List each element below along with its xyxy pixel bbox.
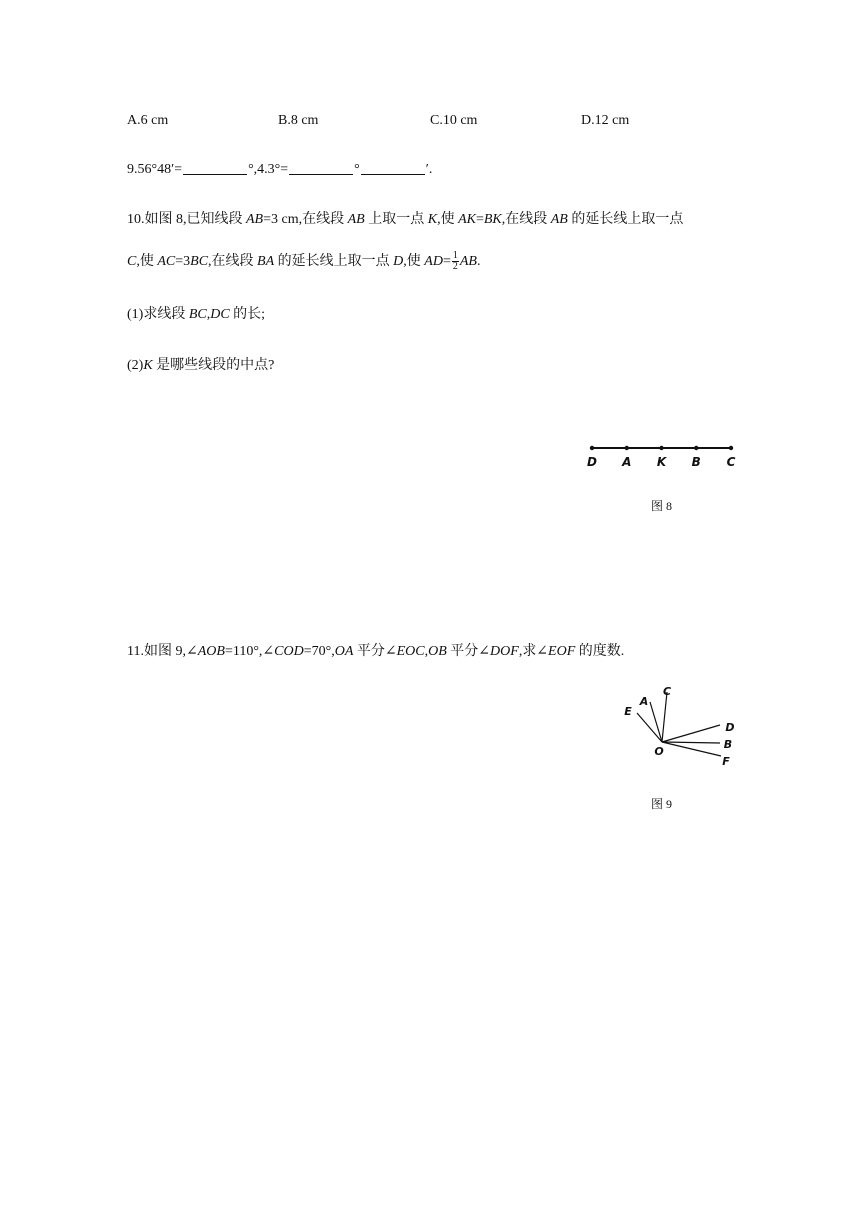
text-run: ,使: [437, 212, 459, 227]
q9-mid: °,4.3°=: [248, 162, 289, 177]
math-variable: C: [127, 254, 137, 269]
question-10-part-1: [127, 303, 265, 323]
math-variable: BC: [190, 254, 209, 269]
ray-od: [662, 725, 720, 742]
label-c: C: [662, 685, 672, 698]
text-run: ,使: [136, 254, 158, 269]
text-run: ,在线段: [208, 254, 258, 269]
label-b: B: [691, 455, 701, 469]
math-variable: AC: [157, 254, 176, 269]
point-b: [694, 446, 698, 450]
point-d: [590, 446, 594, 450]
text-run: 10.如图 8,已知线段: [127, 212, 246, 227]
option-a: A.6 cm: [127, 113, 169, 128]
math-variable: BA: [257, 254, 275, 269]
ray-of: [662, 742, 721, 756]
math-variable: AD: [424, 254, 443, 269]
math-variable: AB: [347, 212, 365, 227]
text-run: =3 cm,在线段: [263, 212, 348, 227]
label-o: O: [654, 745, 664, 758]
question-11: [127, 640, 624, 660]
text-run: =3: [175, 254, 191, 269]
question-10-part-2: [127, 354, 274, 374]
math-variable: BK: [483, 212, 502, 227]
point-c: [729, 446, 733, 450]
label-f: F: [722, 755, 730, 768]
fraction-one-half: [452, 251, 459, 272]
q10-line2-tail: [460, 254, 481, 269]
ray-ob: [662, 742, 720, 743]
text-run: 的度数.: [575, 644, 625, 659]
label-e: E: [624, 705, 632, 718]
point-a: [625, 446, 629, 450]
text-run: ,在线段: [501, 212, 551, 227]
text-run: ,: [206, 307, 211, 322]
option-d: D.12 cm: [581, 113, 630, 128]
label-d: D: [725, 721, 735, 734]
math-variable: DC: [210, 307, 230, 322]
figure-9-angles: [615, 680, 745, 770]
q9-blank-3: [361, 161, 425, 175]
q9-blank-1: [183, 161, 247, 175]
question-10-line-2: [127, 250, 480, 272]
math-variable: AB: [246, 212, 264, 227]
q10-line2-text: [127, 254, 451, 269]
figure-8-segment: [580, 438, 740, 472]
text-run: =110°,∠: [224, 644, 275, 659]
label-k: K: [656, 455, 667, 469]
text-run: (1)求线段: [127, 307, 189, 322]
math-variable: EOF: [548, 644, 576, 659]
text-run: 平分∠: [446, 644, 491, 659]
ray-oa: [650, 702, 662, 742]
text-run: =: [442, 254, 451, 269]
label-b: B: [723, 738, 733, 751]
math-variable: AB: [550, 212, 568, 227]
question-9: [127, 161, 432, 178]
fraction-numerator: 1: [452, 250, 458, 262]
text-run: =70°,: [303, 644, 335, 659]
math-variable: EOC: [396, 644, 425, 659]
math-variable: K: [427, 212, 438, 227]
math-variable: COD: [274, 644, 304, 659]
math-variable: BC: [188, 307, 207, 322]
text-run: ,求∠: [518, 644, 549, 659]
text-run: 的长;: [229, 307, 266, 322]
text-run: .: [476, 254, 481, 269]
label-c: C: [726, 455, 736, 469]
point-k: [659, 446, 663, 450]
figure-8-caption: 图 8: [651, 499, 673, 513]
math-variable: AOB: [197, 644, 225, 659]
q9-minute: ′.: [425, 162, 433, 177]
label-a: A: [622, 455, 632, 469]
text-run: ,使: [403, 254, 425, 269]
option-b: B.8 cm: [278, 113, 319, 128]
text-run: 11.如图 9,∠: [127, 644, 198, 659]
text-run: 的延长线上取一点: [274, 254, 394, 269]
text-run: 平分∠: [353, 644, 397, 659]
math-variable: DOF: [490, 644, 519, 659]
ray-oc: [662, 692, 667, 742]
text-run: =: [475, 212, 484, 227]
math-variable: OB: [428, 644, 447, 659]
math-variable: AK: [458, 212, 476, 227]
option-c: C.10 cm: [430, 113, 478, 128]
label-d: D: [587, 455, 597, 469]
question-10-line-1: [127, 208, 683, 228]
text-run: (2): [127, 358, 144, 373]
math-variable: OA: [334, 644, 354, 659]
figure-9-caption: 图 9: [651, 797, 673, 811]
fraction-denominator: 2: [452, 261, 458, 273]
figure-9-rays: [624, 685, 734, 768]
text-run: 是哪些线段的中点?: [152, 358, 275, 373]
label-a: A: [639, 695, 649, 708]
q9-blank-2: [289, 161, 353, 175]
text-run: 的延长线上取一点: [567, 212, 684, 227]
figure-8-points: [587, 446, 736, 469]
math-variable: D: [393, 254, 404, 269]
text-run: 上取一点: [364, 212, 428, 227]
text-run: ,: [424, 644, 429, 659]
math-variable: K: [143, 358, 153, 373]
q9-degree: °: [354, 162, 360, 177]
math-variable: AB: [459, 254, 477, 269]
q9-prefix: 9.56°48′=: [127, 162, 183, 177]
